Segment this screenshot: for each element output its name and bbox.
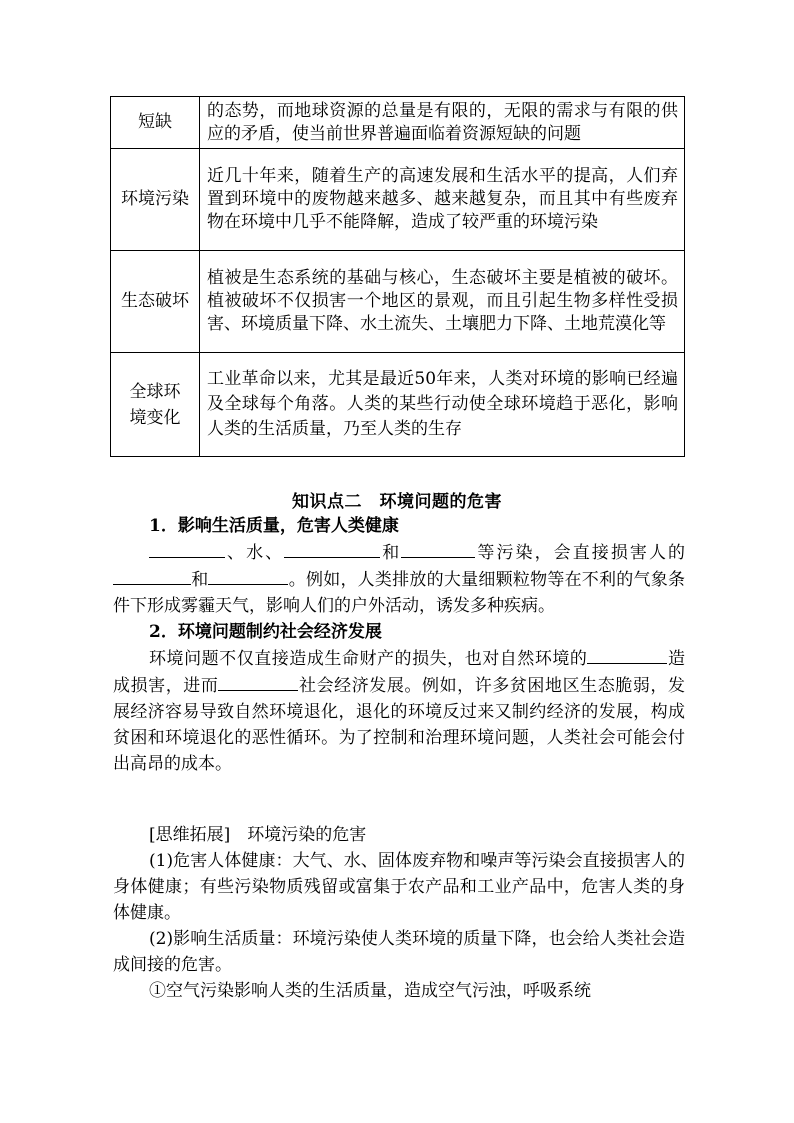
answer-blank[interactable] xyxy=(113,566,191,585)
answer-blank[interactable] xyxy=(587,645,667,664)
issue-name: 环境污染 xyxy=(111,149,200,251)
table-row xyxy=(111,149,685,251)
answer-blank[interactable] xyxy=(218,672,298,691)
paragraph-economy: 环境问题不仅直接造成生命财产的损失，也对自然环境的 造成损害，进而 社会经济发展。例如，许多贫困地区生态脆弱，发展经济容易导致自然环境退化，退化的环境反过来又制约经济的发展，构成贫困和环境退化的恶性循环。为了控制和治理环境问题，人类社会可能会付出高昂的成本。 xyxy=(113,645,685,777)
table-row xyxy=(111,251,685,353)
extension-block xyxy=(113,822,685,1004)
issue-name: 全球环境变化 xyxy=(111,353,200,457)
extension-paragraph-2: (2)影响生活质量：环境污染使人类环境的质量下降，也会给人类社会造成间接的危害。 xyxy=(113,929,685,975)
issue-description: 近几十年来，随着生产的高速发展和生活水平的提高，人们弃置到环境中的废物越来越多、越来越复杂，而且其中有些废弃物在环境中几乎不能降解，造成了较严重的环境污染 xyxy=(200,149,685,251)
extension-paragraph-1: (1)危害人体健康：大气、水、固体废弃物和噪声等污染会直接损害人的身体健康；有些污染物质残留或富集于农产品和工业产品中，危害人类的身体健康。 xyxy=(113,851,685,923)
paragraph-fill-blanks: 、水、 和 等污染，会直接损害人的和 。例如，人类排放的大量细颗粒物等在不利的气象条件下形成雾霾天气，影响人们的户外活动，诱发多种疾病。 xyxy=(113,539,685,619)
answer-blank[interactable] xyxy=(149,539,225,558)
answer-blank[interactable] xyxy=(401,539,475,558)
extension-paragraph-3: ①空气污染影响人类的生活质量，造成空气污浊，呼吸系统 xyxy=(149,981,591,1001)
answer-blank[interactable] xyxy=(208,566,288,585)
environment-issues-table xyxy=(110,96,685,457)
extension-title: [思维拓展] 环境污染的危害 xyxy=(149,825,367,845)
issue-description: 工业革命以来，尤其是最近50年来，人类对环境的影响已经遍及全球每个角落。人类的某些行动使全球环境趋于恶化，影响人类的生活质量，乃至人类的生存 xyxy=(200,353,685,457)
issue-name: 短缺 xyxy=(111,97,200,149)
table-row xyxy=(111,353,685,457)
heading-1: 1．影响生活质量，危害人类健康 xyxy=(149,516,399,536)
section-body xyxy=(113,513,685,777)
issue-description: 植被是生态系统的基础与核心，生态破坏主要是植被的破坏。植被破坏不仅损害一个地区的景观，而且引起生物多样性受损害、环境质量下降、水土流失、土壤肥力下降、土地荒漠化等 xyxy=(200,251,685,353)
section-title: 知识点二 环境问题的危害 xyxy=(292,492,502,512)
issue-name: 生态破坏 xyxy=(111,251,200,353)
heading-2: 2．环境问题制约社会经济发展 xyxy=(149,622,382,642)
answer-blank[interactable] xyxy=(284,539,380,558)
issue-description: 的态势，而地球资源的总量是有限的，无限的需求与有限的供应的矛盾，使当前世界普遍面临着资源短缺的问题 xyxy=(200,97,685,149)
table-row xyxy=(111,97,685,149)
